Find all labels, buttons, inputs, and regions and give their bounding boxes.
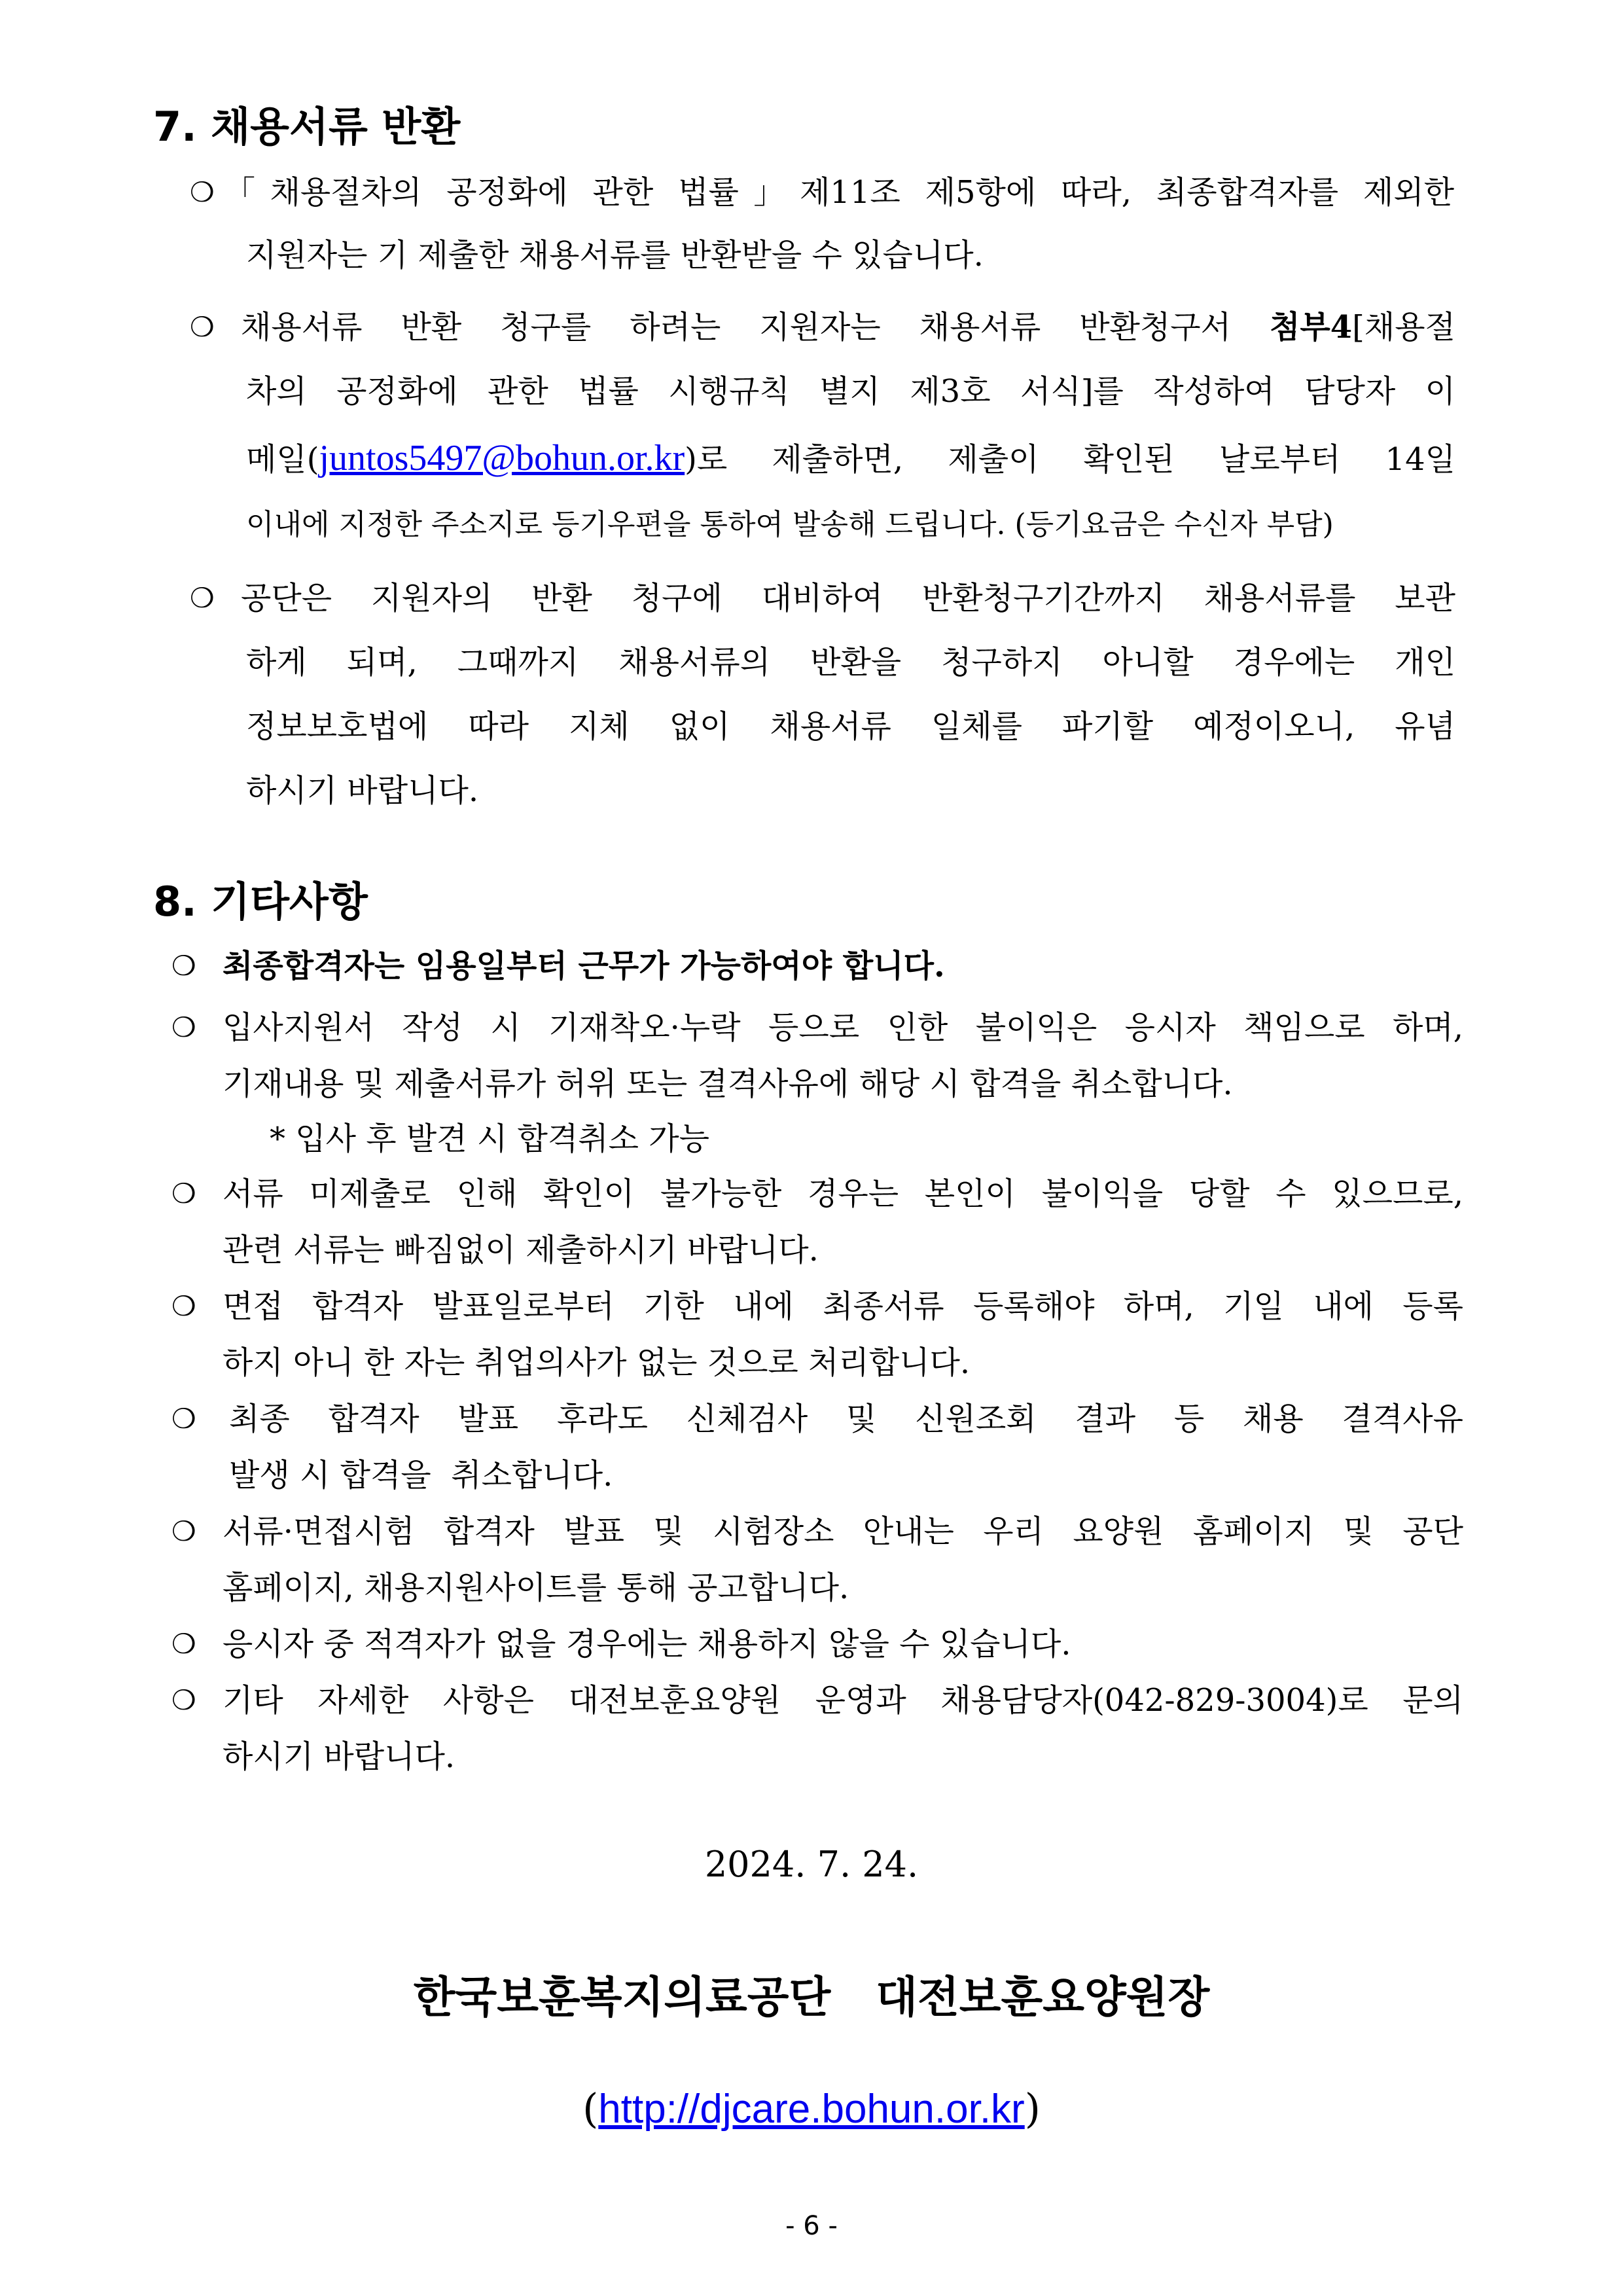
section-7-title: 7. 채용서류 반환 [153,103,461,151]
s7-item3-line4: 하시기 바랍니다. [246,772,479,809]
issuing-organization: 한국보훈복지의료공단 대전보훈요양원장 [413,1971,1210,2022]
s7-item3-line3: 정보보호법에 따라 지체 없이 채용서류 일체를 파기할 예정이오니, 유념 [246,708,1455,745]
website-link[interactable]: http://djcare.bohun.or.kr [598,2087,1025,2132]
circle-bullet-icon: ❍ [171,1628,196,1660]
s7-item2-line3: 메일(juntos5497@bohun.or.kr)로 제출하면, 제출이 확인된 날로부터 14일 [246,438,1455,478]
circle-bullet-icon: ❍ [171,1515,196,1547]
s7-item2-line4: 이내에 지정한 주소지로 등기우편을 통하여 발송해 드립니다. (등기요금은 수신자 부담) [246,508,1334,541]
s8-item1-line1: 최종합격자는 임용일부터 근무가 가능하여야 합니다. [223,948,945,984]
s8-item4-line1: 면접 합격자 발표일로부터 기한 내에 최종서류 등록해야 하며, 기일 내에 등록 [223,1288,1463,1325]
s8-item5-line2: 발생 시 합격을 취소합니다. [229,1457,613,1494]
s8-item5-line1: 최종 합격자 발표 후라도 신체검사 및 신원조회 결과 등 채용 결격사유 [229,1401,1463,1437]
website-line: (http://djcare.bohun.or.kr) [582,2085,1041,2132]
s7-item2-line1: 채용서류 반환 청구를 하려는 지원자는 채용서류 반환청구서 첨부4[채용절 [241,309,1455,346]
s8-item2-line1: 입사지원서 작성 시 기재착오·누락 등으로 인한 불이익은 응시자 책임으로 하며, [223,1009,1463,1046]
attachment-ref: 첨부4 [1270,309,1353,346]
circle-bullet-icon: ❍ [171,950,196,982]
s8-item6-line1: 서류·면접시험 합격자 발표 및 시험장소 안내는 우리 요양원 홈페이지 및 공단 [223,1513,1463,1550]
circle-bullet-icon: ❍ [171,1177,196,1210]
s8-item3-line2: 관련 서류는 빠짐없이 제출하시기 바랍니다. [223,1232,819,1268]
s8-item8-line2: 하시기 바랍니다. [223,1738,455,1775]
s8-item4-line2: 하지 아니 한 자는 취업의사가 없는 것으로 처리합니다. [223,1344,971,1381]
s8-item2-note: * 입사 후 발견 시 합격취소 가능 [270,1121,709,1157]
circle-bullet-icon: ❍ [171,1684,196,1716]
circle-bullet-icon: ❍ [190,176,215,208]
s7-item3-line2: 하게 되며, 그때까지 채용서류의 반환을 청구하지 아니할 경우에는 개인 [246,644,1455,681]
circle-bullet-icon: ❍ [190,582,215,614]
circle-bullet-icon: ❍ [171,1403,196,1435]
circle-bullet-icon: ❍ [190,311,215,343]
s7-item3-line1: 공단은 지원자의 반환 청구에 대비하여 반환청구기간까지 채용서류를 보관 [241,580,1455,617]
document-date: 2024. 7. 24. [704,1844,919,1885]
s8-item2-line2: 기재내용 및 제출서류가 허위 또는 결격사유에 해당 시 합격을 취소합니다. [223,1066,1233,1102]
s8-item7-line1: 응시자 중 적격자가 없을 경우에는 채용하지 않을 수 있습니다. [223,1626,1071,1662]
s7-item2-line2: 차의 공정화에 관한 법률 시행규칙 별지 제3호 서식]를 작성하여 담당자 이 [246,373,1455,410]
circle-bullet-icon: ❍ [171,1290,196,1322]
s8-item3-line1: 서류 미제출로 인해 확인이 불가능한 경우는 본인이 불이익을 당할 수 있으므로, [223,1175,1463,1212]
s8-item8-line1: 기타 자세한 사항은 대전보훈요양원 운영과 채용담당자(042-829-3004)로 문의 [223,1682,1463,1719]
s7-item1-line2: 지원자는 기 제출한 채용서류를 반환받을 수 있습니다. [246,237,984,274]
email-link[interactable]: juntos5497@bohun.or.kr [319,438,685,478]
s8-item6-line2: 홈페이지, 채용지원사이트를 통해 공고합니다. [223,1570,849,1606]
circle-bullet-icon: ❍ [171,1011,196,1043]
page-number: - 6 - [785,2211,838,2241]
section-8-title: 8. 기타사항 [153,878,368,925]
s7-item1-line1: 「채용절차의 공정화에 관한 법률」제11조 제5항에 따라, 최종합격자를 제외한 [224,174,1454,211]
